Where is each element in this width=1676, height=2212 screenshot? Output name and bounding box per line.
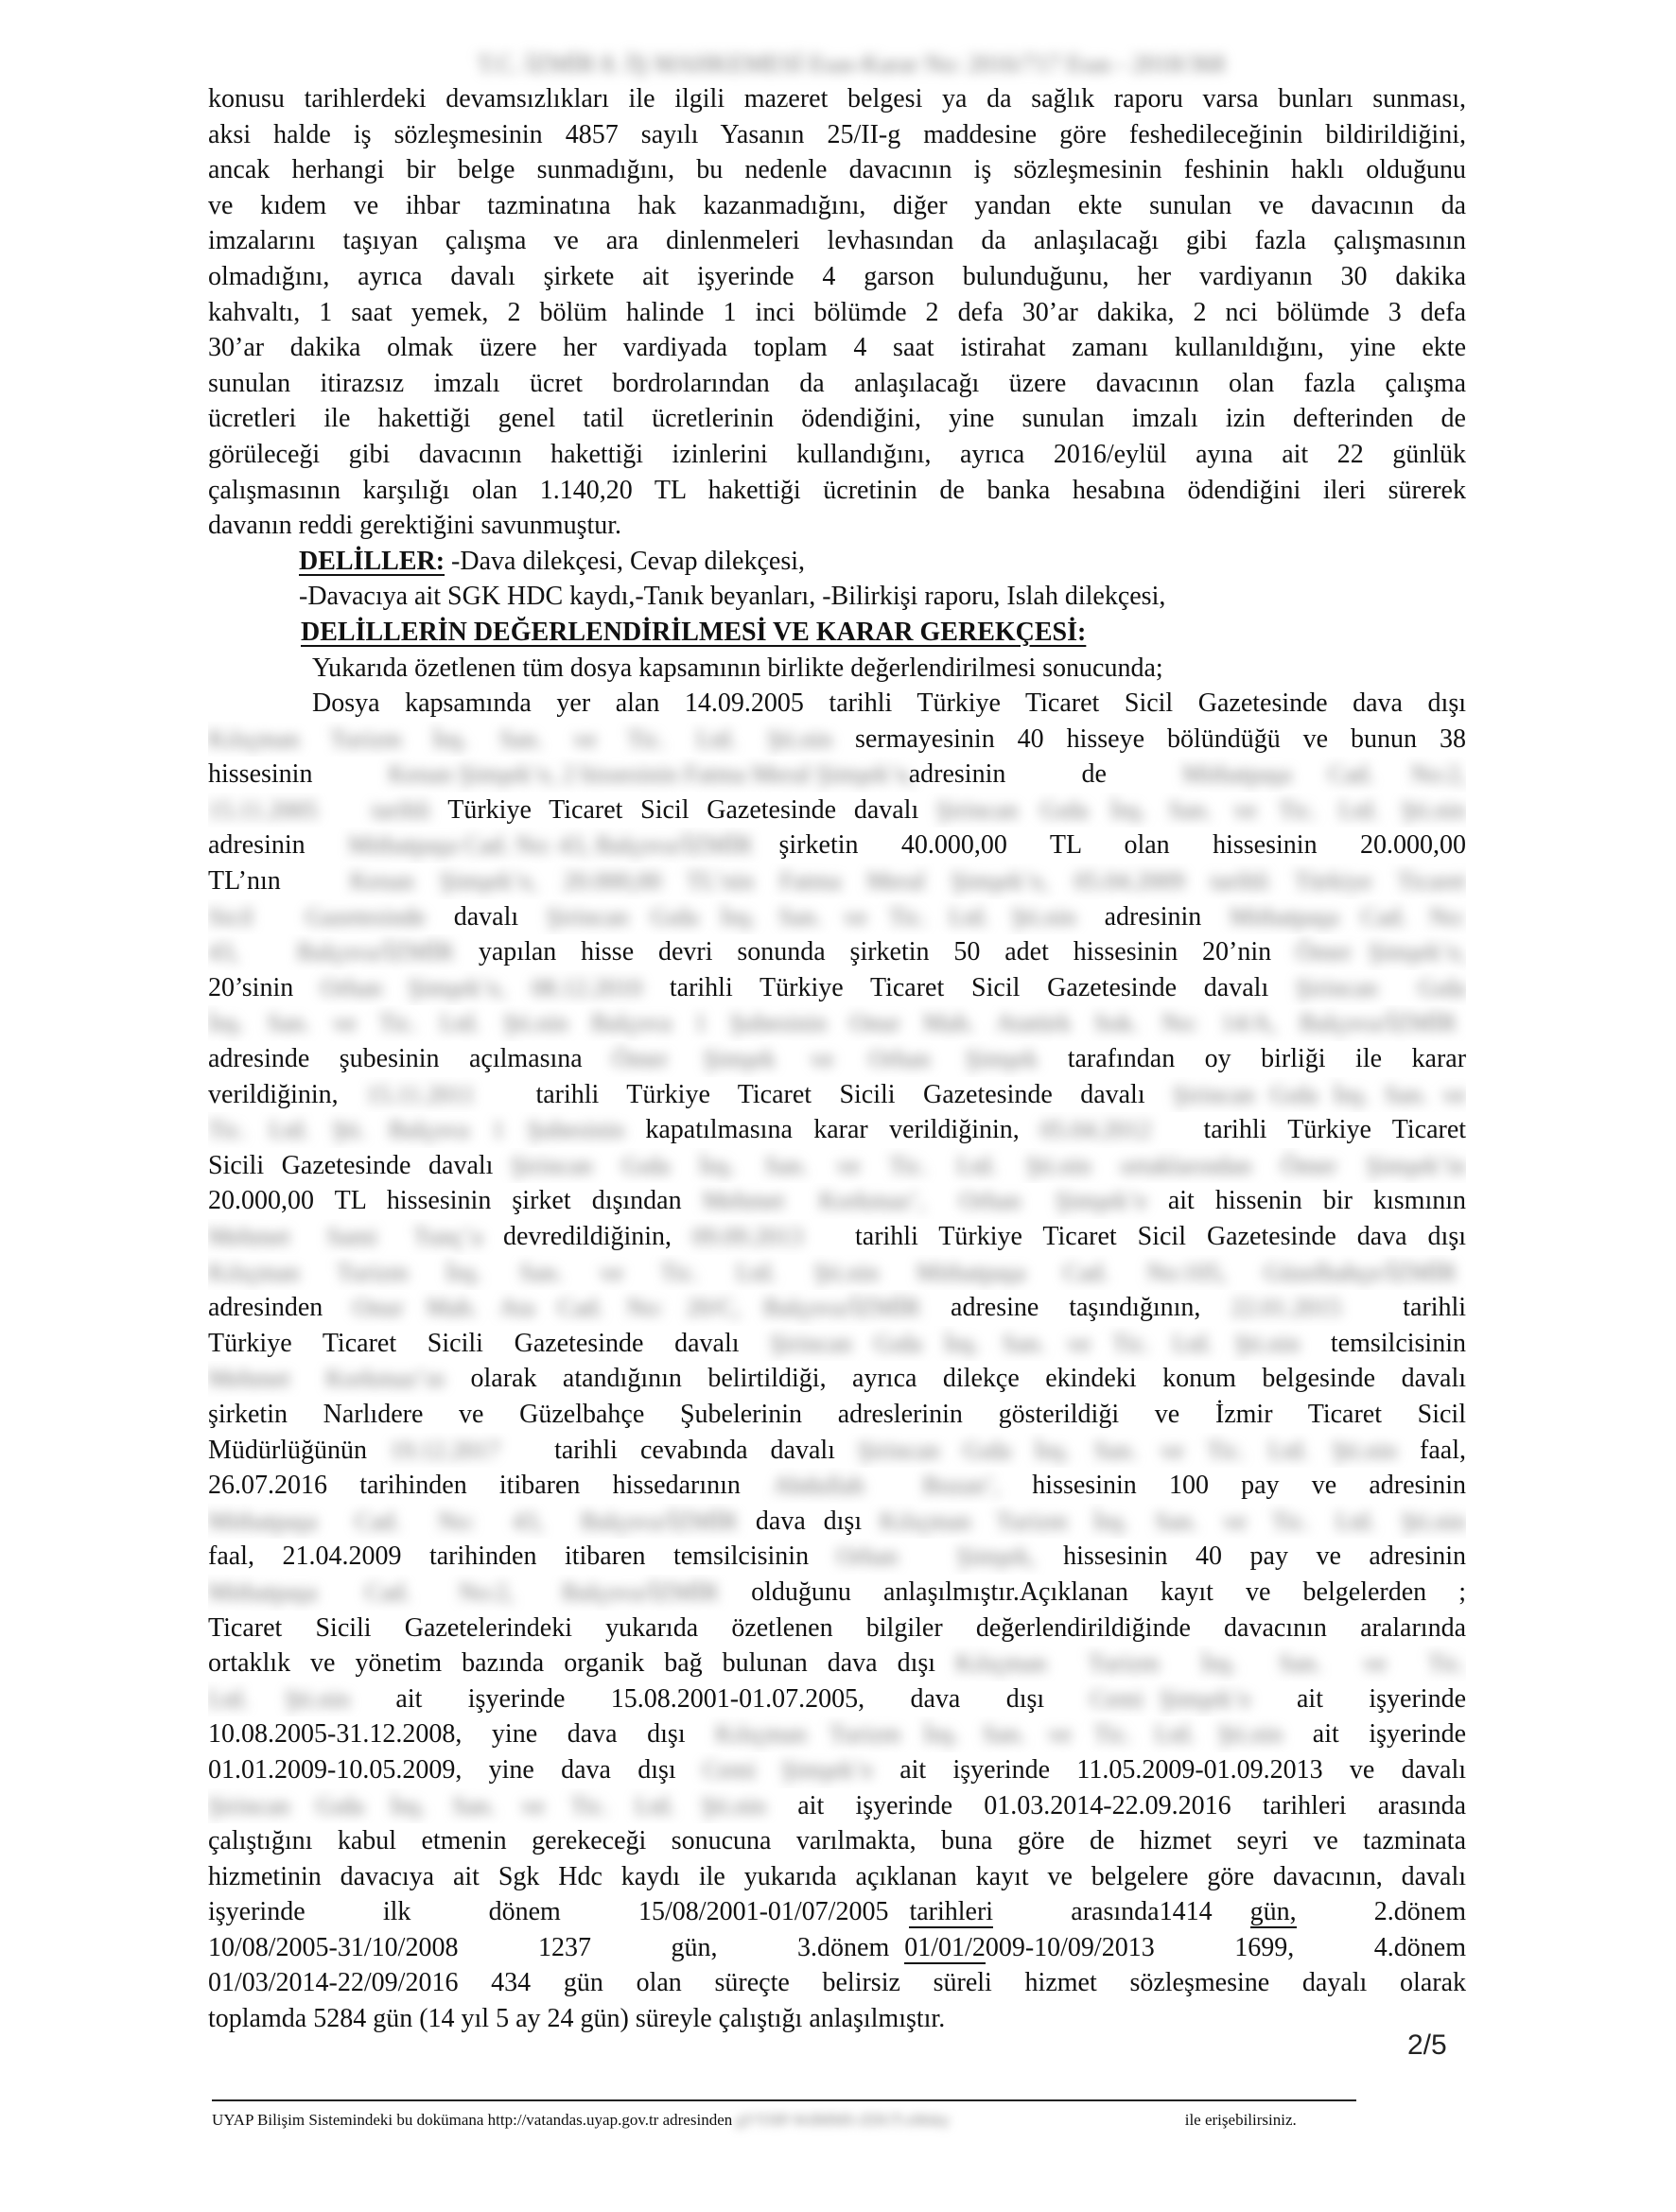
text-segment: ait hissenin bir kısmının <box>1167 1186 1466 1216</box>
paragraph-evaluation <box>208 686 1466 2037</box>
redacted-text: Mithatpaşa Cad. No: <box>1230 902 1466 931</box>
page-header-redacted: T.C. İZMİR 8. İŞ MAHKEMESİ Esas-Karar No: 2016/717 Esas - 2018/368 <box>477 50 1226 78</box>
text-segment: ait işyerinde 11.05.2009-01.09.2013 ve davalı <box>899 1754 1466 1785</box>
redacted-text: Mithatpaşa Cad. No:2, <box>1182 760 1466 789</box>
text-segment: hissesinin <box>208 759 313 790</box>
redacted-text: Mehmet Korkmaz’ın <box>208 1365 445 1393</box>
text-segment: adresinin <box>1104 901 1202 932</box>
redacted-text: Kılıçman Turizm İnş. San. ve Tic. Ltd. Şti.nin <box>208 724 832 753</box>
redacted-text: 09.09.2013 <box>692 1223 804 1250</box>
text-line <box>208 1041 1466 1077</box>
text-segment: tarihli cevabında davalı <box>554 1435 835 1465</box>
text-line <box>208 1077 1466 1113</box>
redacted-text: Kılıçman Turizm İnş. San. ve Tic. Ltd. Şti.nin <box>880 1507 1466 1535</box>
document-body <box>208 81 1466 2037</box>
redacted-text: Abdullah Bozan’, <box>773 1472 1001 1500</box>
text-line <box>208 1290 1466 1326</box>
text-segment: sermayesinin 40 hisseye bölündüğü ve bunun 38 <box>854 723 1466 754</box>
redacted-text: 15.11.2011 <box>366 1080 476 1108</box>
text-line <box>208 863 1466 899</box>
text-segment: ortaklık ve yönetim bazında organik bağ bulunan dava dışı <box>208 1648 936 1679</box>
text-line <box>208 792 1466 828</box>
text-segment: adresinden <box>208 1293 323 1323</box>
text-segment: davalı <box>453 901 519 932</box>
redacted-text: Orhan Şimşek, <box>836 1542 1036 1571</box>
text-line: ancak herhangi bir belge sunmadığını, bu nedenle davacının iş sözleşmesinin feshinin haklı olduğunu <box>208 155 1466 185</box>
text-segment: kapatılmasına karar verildiğinin, <box>645 1115 1020 1145</box>
text-line <box>208 1468 1466 1504</box>
intro-line: Yukarıda özetlenen tüm dosya kapsamının birlikte değerlendirilmesi sonucunda; <box>312 653 1163 683</box>
text-segment: Müdürlüğünün <box>208 1435 367 1465</box>
text-segment: şirketin 40.000,00 TL olan hissesinin 20.000,00 <box>778 830 1466 861</box>
text-line <box>208 1504 1466 1540</box>
text-segment: tarihli Türkiye Ticaret Sicil Gazetesinde davalı <box>669 972 1269 1002</box>
redacted-text: Mehmet Sami Tunç’a <box>208 1223 482 1250</box>
text-segment: tarihli Türkiye Ticaret Sicili Gazetesinde davalı <box>535 1079 1145 1109</box>
redacted-text: Ömer Şimşek’e, <box>1296 938 1466 967</box>
reasoning-heading-text: DELİLLERİN DEĞERLENDİRİLMESİ VE KARAR GEREKÇESİ: <box>301 617 1087 647</box>
text-line: çalışmasının karşılığı olan 1.140,20 TL hakettiği ücretinin de banka hesabına ödendiğini ileri sürerek <box>208 475 1466 505</box>
redacted-text: İnş. San. ve Tic. Ltd. Şti.nin Balçova 1 Şubesinin Onur Mah. Atatürk Sok. No: 14/A, Balçova/İZMİR <box>208 1009 1457 1037</box>
text-segment: dava dışı <box>755 1506 863 1536</box>
reasoning-heading <box>208 615 1466 651</box>
text-segment: ait işyerinde 01.03.2014-22.09.2016 tarihleri arasında <box>797 1790 1466 1820</box>
text-segment: tarihli <box>1403 1293 1466 1323</box>
redacted-text: Mithatpaşa Cad. No: 43, Balçova/İZMİR <box>208 1507 738 1535</box>
text-segment: tarafından oy birliği ile karar <box>1067 1044 1466 1074</box>
text-segment: devredildiğinin, <box>502 1222 672 1251</box>
text-line <box>208 722 1466 758</box>
text-line: konusu tarihlerdeki devamsızlıkları ile ilgili mazeret belgesi ya da sağlık raporu varsa bunları sunması, <box>208 84 1466 113</box>
text-line <box>208 899 1466 935</box>
redacted-text: 05.04.2012 <box>1040 1116 1152 1144</box>
paragraph-defense <box>208 81 1466 544</box>
footer-text-before: UYAP Bilişim Sistemindeki bu dokümana http://vatandas.uyap.gov.tr adresinden <box>212 2111 733 2129</box>
text-segment: tarihli Türkiye Ticaret Sicil Gazetesinde dava dışı <box>854 1222 1466 1251</box>
redacted-text: Kenan Şimşek’e, 2 hissesinin Fatma Meral Şimşek’e, <box>388 760 915 789</box>
footer-text-after: ile erişebilirsiniz. <box>1184 2111 1297 2129</box>
redacted-text: Tic. Ltd. Şti. Balçova 1 Şubesinin <box>208 1116 624 1144</box>
text-line: ve kıdem ve ihbar tazminatına hak kazanmadığını, diğer yandan ekte sunulan ve davacının da <box>208 190 1466 220</box>
text-segment: faal, <box>1420 1435 1466 1465</box>
text-segment: ait işyerinde <box>1312 1719 1466 1750</box>
text-line <box>208 757 1466 792</box>
redacted-text: Şirincan Gıda İnş. San. ve Tic. Ltd. Şti.nin ortaklarından Ömer Şimşek’in <box>511 1151 1466 1179</box>
text-line <box>208 1326 1466 1362</box>
text-line <box>208 1539 1466 1575</box>
text-line: imzalarını taşıyan çalışma ve ara dinlenmeleri levhasından da anlaşılacağı gibi fazla çalışmasının <box>208 226 1466 256</box>
redacted-text: 15.11.2005 tarihli <box>208 795 430 824</box>
text-segment: 10/08/2005-31/10/2008 1237 gün, 3.dönem <box>208 1932 890 1962</box>
redacted-text: Şirincan Gıda İnş. San. ve Tic. Ltd. Şti.nin <box>858 1436 1397 1464</box>
text-segment: adresinin de <box>908 759 1107 790</box>
text-line: kahvaltı, 1 saat yemek, 2 bölüm halinde 1 inci bölümde 2 defa 30’ar dakika, 2 nci bölümde 3 defa <box>208 297 1466 327</box>
redacted-text: Sicil Gazetesinde <box>208 902 426 931</box>
text-line <box>208 1219 1466 1255</box>
text-line <box>208 827 1466 863</box>
redacted-text: Cemi Şimşek’e <box>1090 1684 1251 1713</box>
page-number: 2/5 <box>1407 2029 1447 2061</box>
text-segment: olarak atandığının belirtildiği, ayrıca dilekçe ekindeki konum belgesinde davalı <box>470 1364 1466 1394</box>
text-line <box>208 1930 1466 1966</box>
text-line <box>208 1716 1466 1752</box>
text-segment: olduğunu anlaşılmıştır.Açıklanan kayıt ve belgelerden ; <box>751 1576 1466 1607</box>
evidence-heading: DELİLLER: <box>299 546 445 576</box>
text-line: olmadığını, ayrıca davalı şirkete ait işyerinde 4 garson bulunduğunu, her vardiyanın 30 dakika <box>208 261 1466 291</box>
redacted-text: Ltd. Şti.nin <box>208 1684 350 1713</box>
text-line: aksi halde iş sözleşmesinin 4857 sayılı Yasanın 25/II-g maddesine göre feshedileceğinin bildirildiğini, <box>208 119 1466 149</box>
evidence-text: -Dava dilekçesi, Cevap dilekçesi, <box>445 546 806 576</box>
text-line: ücretleri ile hakettiği genel tatil ücretlerinin ödendiğini, yine sunulan imzalı izin defterinden de <box>208 404 1466 434</box>
text-segment: 26.07.2016 tarihinden itibaren hissedarının <box>208 1471 741 1501</box>
text-segment: 01.01.2009-10.05.2009, yine dava dışı <box>208 1754 676 1785</box>
footer-divider <box>212 2099 1356 2101</box>
redacted-text: 22.01.2015 <box>1231 1294 1342 1322</box>
redacted-text: Şirincan Gıda İnş. San. ve Tic. Ltd. Şti.nin <box>770 1329 1301 1357</box>
text-line: çalıştığını kabul etmenin gerekeceği sonucuna varılmakta, buna göre de hizmet seyri ve tazminata <box>208 1826 1466 1856</box>
redacted-text: Mithatpaşa Cad. No:2, Balçova/İZMİR <box>208 1577 719 1606</box>
text-segment: Türkiye Ticaret Sicili Gazetesinde davalı <box>208 1328 740 1358</box>
text-segment: ait işyerinde 15.08.2001-01.07.2005, dava dışı <box>395 1683 1045 1714</box>
text-line <box>208 970 1466 1006</box>
redacted-text: 43, Balçova/İZMİR <box>208 938 454 967</box>
redacted-text: Mithatpaşa Cad. No: 43, Balçova/İZMİR <box>348 831 753 860</box>
text-segment: adresinde şubesinin açılmasına <box>208 1044 583 1074</box>
text-segment: 009-10/09/2013 1699, 4.dönem <box>985 1932 1466 1962</box>
redacted-text: Şirincan Gıda İnş. San. ve Tic. Ltd. Şti.nin <box>546 902 1076 931</box>
text-segment: temsilcisinin <box>1330 1328 1466 1358</box>
text-segment: 20.000,00 TL hissesinin şirket dışından <box>208 1186 682 1216</box>
text-line: görüleceği gibi davacının hakettiği izinlerini kullandığını, ayrıca 2016/eylül ayına ait 22 günlük <box>208 439 1466 469</box>
text-line <box>208 934 1466 970</box>
text-segment: Sicili Gazetesinde davalı <box>208 1150 494 1180</box>
text-segment: hissesinin 40 pay ve adresinin <box>1063 1541 1466 1572</box>
text-line <box>208 1361 1466 1397</box>
redacted-text: Onur Mah. Ata Cad. No: 20/C, Balçova/İZMİR <box>353 1294 921 1322</box>
redacted-text: Ömer Şimşek ve Orhan Şimşek <box>612 1045 1039 1073</box>
text-segment: gün, <box>1249 1897 1297 1927</box>
text-segment: 20’sinin <box>208 972 294 1002</box>
text-line <box>208 1255 1466 1291</box>
text-segment: işyerinde ilk dönem 15/08/2001-01/07/2005 <box>208 1897 889 1927</box>
text-segment: Türkiye Ticaret Sicil Gazetesinde davalı <box>447 794 919 825</box>
footer-redacted-code: gVYHP-WdMMS-ZDUT-zMsky <box>736 2111 951 2129</box>
redacted-text: Şirincan Gıda <box>1296 973 1466 1001</box>
text-segment: adresine taşındığının, <box>951 1293 1201 1323</box>
evidence-line-2: -Davacıya ait SGK HDC kaydı,-Tanık beyanları, -Bilirkişi raporu, Islah dilekçesi, <box>299 582 1166 612</box>
text-segment: hissesinin 100 pay ve adresinin <box>1032 1471 1466 1501</box>
text-segment: 01/01/2 <box>904 1932 986 1962</box>
text-line: şirketin Narlıdere ve Güzelbahçe Şubelerinin adreslerinin gösterildiği ve İzmir Ticaret Sicil <box>208 1399 1466 1429</box>
redacted-text: Orhan Şimşek’e, 08.12.2010 <box>321 973 643 1001</box>
text-line <box>208 1646 1466 1681</box>
redacted-text: Şirincan Gıda İnş. San. ve Tic. Ltd. Şti.nin <box>936 795 1466 824</box>
redacted-text: Şirincan Gıda İnş. San. ve <box>1173 1080 1466 1108</box>
text-segment: tarihleri <box>909 1897 994 1927</box>
text-line: Ticaret Sicili Gazetelerindeki yukarıda özetlenen bilgiler değerlendirildiğinde davacının aralarında <box>208 1612 1466 1643</box>
redacted-text: Kılıçman Turizm İnş. San. ve Tic. Ltd. Şti.nin <box>715 1720 1283 1749</box>
text-segment: ait işyerinde <box>1296 1683 1466 1714</box>
text-line <box>208 1681 1466 1717</box>
text-segment: adresinin <box>208 830 306 861</box>
text-line: Dosya kapsamında yer alan 14.09.2005 tarihli Türkiye Ticaret Sicil Gazetesinde dava dışı <box>312 688 1466 719</box>
text-line <box>208 1005 1466 1041</box>
text-segment: arasında1414 <box>993 1897 1213 1927</box>
redacted-text: Mehmet Korkmaz’, Orhan Şimşek’e <box>702 1187 1147 1215</box>
redacted-text: Cemi Şimşek’e <box>702 1755 873 1784</box>
text-line <box>208 1433 1466 1469</box>
text-line <box>208 1788 1466 1824</box>
text-line: sunulan itirazsız imzalı ücret bordrolarından da anlaşılacağı üzere davacının olan fazla çalışma <box>208 368 1466 398</box>
text-segment: TL’nın <box>208 866 281 897</box>
text-line <box>208 1148 1466 1184</box>
text-line: hizmetinin davacıya ait Sgk Hdc kaydı ile yukarıda açıklanan kayıt ve belgelere göre davacının, davalı <box>208 1861 1466 1891</box>
text-line <box>208 1752 1466 1788</box>
text-line <box>208 1112 1466 1148</box>
text-line <box>208 1575 1466 1611</box>
redacted-text: Kılıçman Turizm İnş. San. ve Tic. Ltd. Şti.nin Mithatpaşa Cad. No:105, Güzelbahçe/İZMİR <box>208 1258 1457 1286</box>
text-line: 30’ar dakika olmak üzere her vardiyada toplam 4 saat istirahat zamanı kullanıldığını, yine ekte <box>208 333 1466 363</box>
text-line: toplamda 5284 gün (14 yıl 5 ay 24 gün) süreyle çalıştığı anlaşılmıştır. <box>208 2004 946 2034</box>
text-segment: 10.08.2005-31.12.2008, yine dava dışı <box>208 1719 686 1750</box>
redacted-text: Kenan Şimşek’e, 20.000,00 TL’nin Fatma Meral Şimşek’e, 05.04.2009 tarihli Türkiye Ticaret <box>350 867 1466 896</box>
text-line <box>208 1183 1466 1219</box>
text-line: 01/03/2014-22/09/2016 434 gün olan süreçte belirsiz süreli hizmet sözleşmesine dayalı olarak <box>208 1968 1466 1998</box>
redacted-text: Şirincan Gıda İnş. San. ve Tic. Ltd. Şti.nin <box>208 1791 766 1820</box>
text-segment: yapılan hisse devri sonunda şirketin 50 adet hissesinin 20’nin <box>478 937 1272 967</box>
text-segment: verildiğinin, <box>208 1079 339 1109</box>
text-segment: tarihli Türkiye Ticaret <box>1203 1115 1466 1145</box>
redacted-text: Kılıçman Turizm İnş. San. ve Tic. <box>955 1649 1466 1678</box>
footer <box>212 2111 1375 2130</box>
evidence-line-1 <box>208 544 1466 580</box>
text-line <box>208 1894 1466 1930</box>
text-segment: faal, 21.04.2009 tarihinden itibaren temsilcisinin <box>208 1541 810 1572</box>
text-segment: 2.dönem <box>1296 1897 1466 1927</box>
redacted-text: 19.12.2017 <box>390 1436 501 1464</box>
text-line: davanın reddi gerektiğini savunmuştur. <box>208 511 622 541</box>
